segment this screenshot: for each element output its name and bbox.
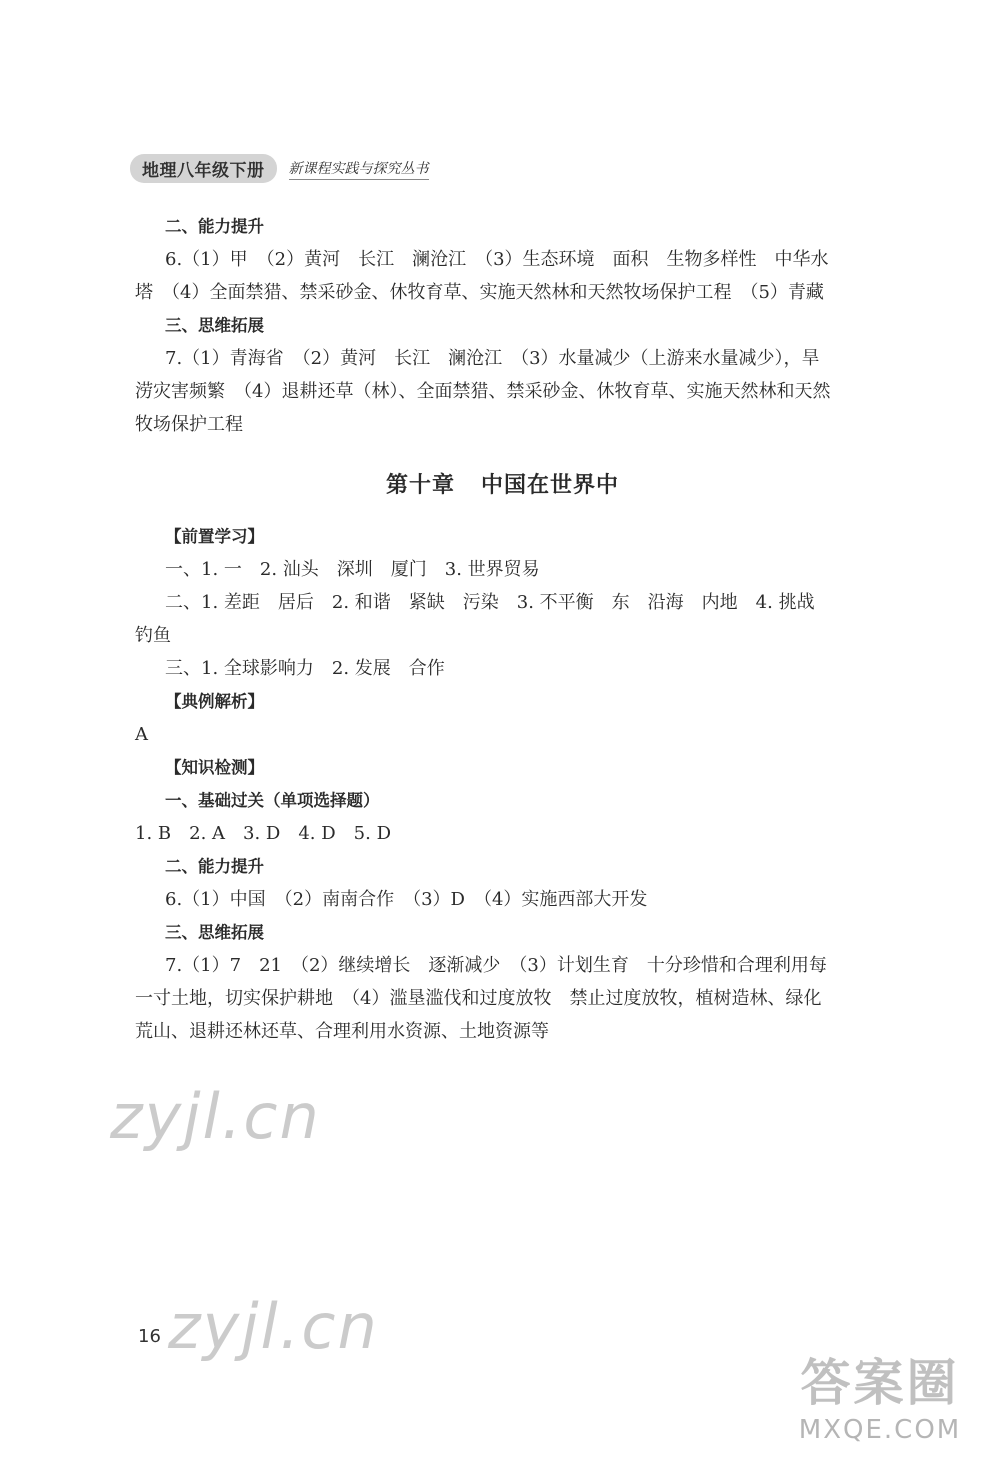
answer-line: 6.（1）中国 （2）南南合作 （3）D （4）实施西部大开发 <box>165 889 648 910</box>
think-heading: 三、思维拓展 <box>165 923 264 942</box>
example-heading: 【典例解析】 <box>165 692 264 711</box>
book-title-tag: 地理八年级下册 <box>130 154 277 183</box>
site-logo <box>770 1351 990 1461</box>
answer-line: 二、1. 差距 居后 2. 和谐 紧缺 污染 3. 不平衡 东 沿海 内地 4. 挑战 <box>165 592 815 613</box>
answer-line: 6.（1）甲 （2）黄河 长江 澜沧江 （3）生态环境 面积 生物多样性 中华水 <box>165 249 829 270</box>
answer-line: 一寸土地，切实保护耕地 （4）滥垦滥伐和过度放牧 禁止过度放牧，植树造林、绿化 <box>135 988 822 1009</box>
chapter-number: 第十章 <box>385 473 455 498</box>
chapter-name: 中国在世界中 <box>481 473 620 498</box>
answer-line: 一、1. 一 2. 汕头 深圳 厦门 3. 世界贸易 <box>165 559 540 580</box>
watermark: zyjl.cn <box>110 1080 321 1153</box>
answer-line: 荒山、退耕还林还草、合理利用水资源、土地资源等 <box>135 1021 549 1042</box>
answer-line: 三、1. 全球影响力 2. 发展 合作 <box>165 658 445 679</box>
basic-heading: 一、基础过关（单项选择题） <box>165 791 380 810</box>
chapter-title <box>135 469 870 502</box>
logo-text: 答案圈 <box>800 1354 960 1412</box>
preview-heading: 【前置学习】 <box>165 527 264 546</box>
example-answer: A <box>135 724 148 745</box>
section-heading: 二、能力提升 <box>165 217 264 236</box>
answer-line: 1. B 2. A 3. D 4. D 5. D <box>135 823 391 844</box>
ability-heading: 二、能力提升 <box>165 857 264 876</box>
answer-line: 牧场保护工程 <box>135 414 243 435</box>
section-heading: 三、思维拓展 <box>165 316 264 335</box>
answer-line: 7.（1）青海省 （2）黄河 长江 澜沧江 （3）水量减少（上游来水量减少），旱 <box>165 348 820 369</box>
answer-content <box>135 210 870 1048</box>
page-number: 16 <box>138 1326 161 1347</box>
answer-line: 塔 （4）全面禁猎、禁采砂金、休牧育草、实施天然林和天然牧场保护工程 （5）青藏 <box>135 282 824 303</box>
answer-line: 7.（1）7 21 （2）继续增长 逐渐减少 （3）计划生育 十分珍惜和合理利用每 <box>165 955 827 976</box>
series-name: 新课程实践与探究丛书 <box>289 158 429 180</box>
watermark: zyjl.cn <box>168 1290 379 1363</box>
check-heading: 【知识检测】 <box>165 758 264 777</box>
logo-domain: MXQE.COM <box>798 1415 962 1445</box>
page-header <box>130 154 429 183</box>
answer-line: 涝灾害频繁 （4）退耕还草（林）、全面禁猎、禁采砂金、休牧育草、实施天然林和天然 <box>135 381 831 402</box>
answer-line: 钓鱼 <box>135 625 171 646</box>
